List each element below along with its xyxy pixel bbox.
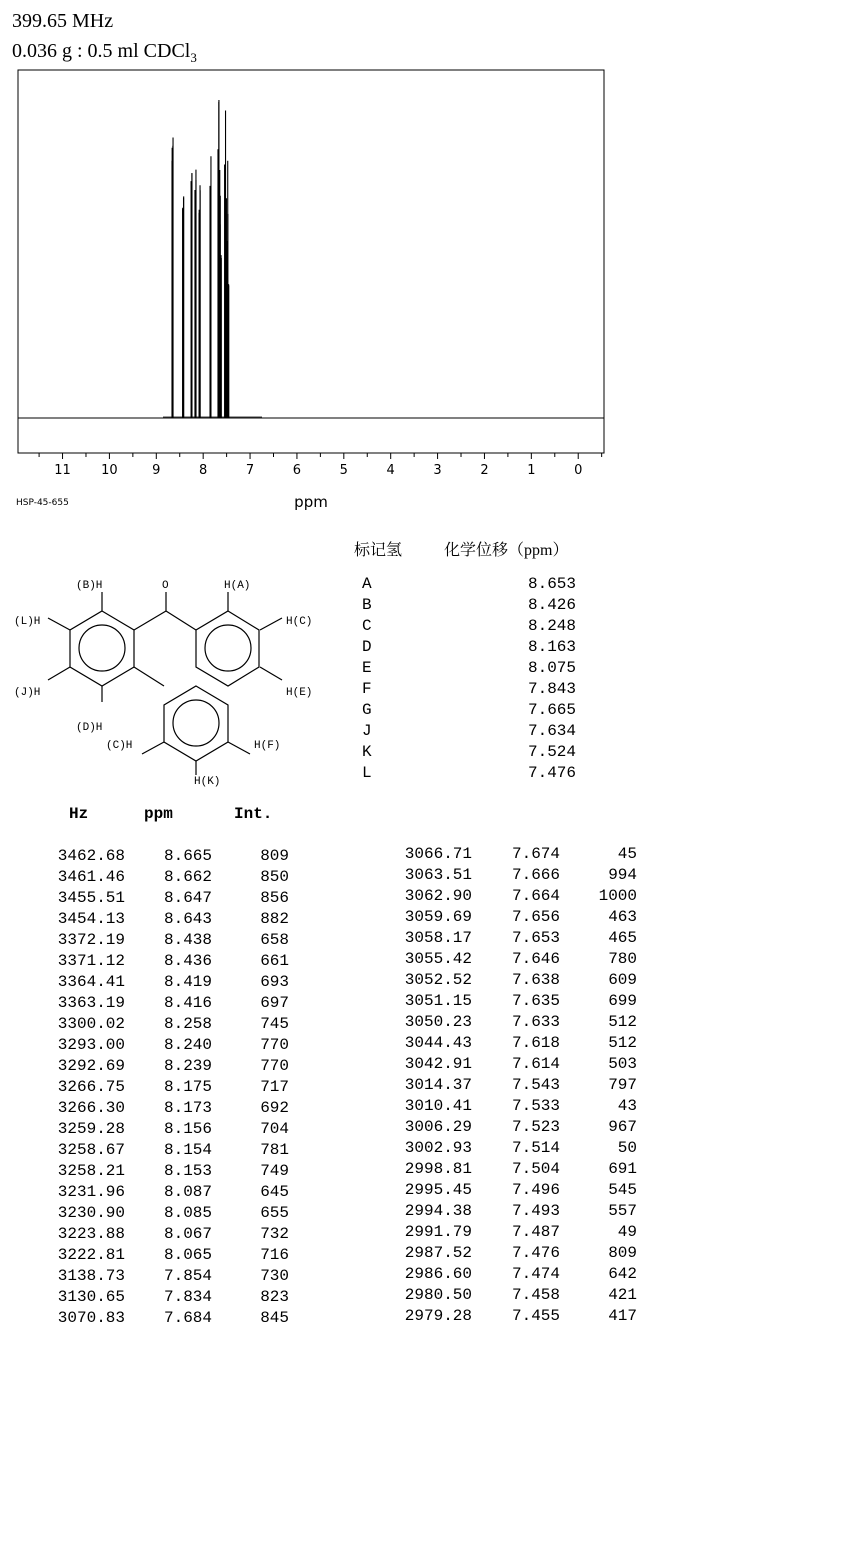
label-he: H(E) bbox=[286, 687, 313, 699]
peak-int: 823 bbox=[260, 1288, 289, 1306]
assignment-row bbox=[362, 764, 576, 785]
peak-hz: 3222.81 bbox=[57, 1246, 125, 1264]
peak-ppm: 7.635 bbox=[511, 992, 560, 1010]
peak-int: 512 bbox=[608, 1013, 637, 1031]
peak-row bbox=[0, 1181, 850, 1202]
peak-ppm: 8.643 bbox=[163, 910, 212, 928]
peak-row bbox=[0, 1265, 850, 1286]
peak-hz: 3042.91 bbox=[404, 1055, 472, 1073]
peak-int: 693 bbox=[260, 973, 289, 991]
peak-int: 463 bbox=[608, 908, 637, 926]
spectrometer-frequency: 399.65 MHz bbox=[12, 10, 114, 32]
assignment-label: K bbox=[362, 743, 372, 761]
assignment-label: C bbox=[362, 617, 372, 635]
peak-ppm: 8.419 bbox=[163, 973, 212, 991]
peak-row bbox=[0, 1034, 850, 1055]
peak-int: 655 bbox=[260, 1204, 289, 1222]
x-tick-label: 2 bbox=[480, 463, 489, 478]
peak-row bbox=[0, 1160, 850, 1181]
peak-hz: 2987.52 bbox=[404, 1244, 472, 1262]
peak-hz: 3014.37 bbox=[404, 1076, 472, 1094]
peak-int: 809 bbox=[260, 847, 289, 865]
header-ppm: ppm bbox=[144, 805, 173, 823]
peak-ppm: 7.666 bbox=[511, 866, 560, 884]
plot-frame bbox=[18, 70, 604, 453]
peak-row bbox=[0, 1223, 850, 1244]
peak-hz: 3258.67 bbox=[57, 1141, 125, 1159]
peak-hz: 2995.45 bbox=[404, 1181, 472, 1199]
peak-int: 809 bbox=[608, 1244, 637, 1262]
spectrum-code: HSP-45-655 bbox=[16, 498, 69, 508]
assignment-value: 8.163 bbox=[527, 638, 576, 656]
peak-row bbox=[0, 1286, 850, 1307]
peak-ppm: 7.493 bbox=[511, 1202, 560, 1220]
peak-ppm: 7.487 bbox=[511, 1223, 560, 1241]
peak-int: 691 bbox=[608, 1160, 637, 1178]
peak-hz: 3006.29 bbox=[404, 1118, 472, 1136]
peak-hz: 3462.68 bbox=[57, 847, 125, 865]
peak-hz: 3066.71 bbox=[404, 845, 472, 863]
peak-hz: 3058.17 bbox=[404, 929, 472, 947]
peak-hz: 3461.46 bbox=[57, 868, 125, 886]
peak-hz: 2979.28 bbox=[404, 1307, 472, 1325]
peak-row bbox=[0, 929, 850, 950]
peak-hz: 2998.81 bbox=[404, 1160, 472, 1178]
x-tick-label: 8 bbox=[199, 463, 208, 478]
peak-int: 882 bbox=[260, 910, 289, 928]
peak-ppm: 8.173 bbox=[163, 1099, 212, 1117]
peak-int: 732 bbox=[260, 1225, 289, 1243]
x-tick-label: 1 bbox=[527, 463, 536, 478]
peak-ppm: 8.416 bbox=[163, 994, 212, 1012]
nmr-spectrum-chart bbox=[0, 60, 620, 520]
label-dh: (D)H bbox=[76, 722, 103, 734]
x-tick-label: 10 bbox=[101, 463, 118, 478]
assignment-header-shift: 化学位移（ppm） bbox=[444, 542, 569, 559]
peak-hz: 3010.41 bbox=[404, 1097, 472, 1115]
assignment-value: 8.653 bbox=[527, 575, 576, 593]
label-ch: (C)H bbox=[106, 740, 133, 752]
peak-int: 557 bbox=[608, 1202, 637, 1220]
peak-ppm: 7.474 bbox=[511, 1265, 560, 1283]
peak-int: 658 bbox=[260, 931, 289, 949]
peak-int: 704 bbox=[260, 1120, 289, 1138]
assignment-row bbox=[362, 617, 576, 638]
peak-ppm: 8.065 bbox=[163, 1246, 212, 1264]
peak-row bbox=[0, 1244, 850, 1265]
x-tick-label: 5 bbox=[339, 463, 348, 478]
peak-row bbox=[0, 971, 850, 992]
peak-int: 850 bbox=[260, 868, 289, 886]
assignment-value: 7.634 bbox=[527, 722, 576, 740]
peak-ppm: 7.684 bbox=[163, 1309, 212, 1327]
peak-ppm: 8.085 bbox=[163, 1204, 212, 1222]
peak-ppm: 7.633 bbox=[511, 1013, 560, 1031]
peak-ppm: 8.647 bbox=[163, 889, 212, 907]
peak-int: 845 bbox=[260, 1309, 289, 1327]
label-hc: H(C) bbox=[286, 616, 313, 628]
assignment-label: D bbox=[362, 638, 372, 656]
peak-hz: 3231.96 bbox=[57, 1183, 125, 1201]
peak-int: 417 bbox=[608, 1307, 637, 1325]
peak-hz: 2994.38 bbox=[404, 1202, 472, 1220]
assignment-label: J bbox=[362, 722, 372, 740]
assignment-header-label: 标记氢 bbox=[354, 542, 403, 559]
sample-text: 0.036 g : 0.5 ml CDCl bbox=[12, 40, 191, 62]
peak-hz: 3230.90 bbox=[57, 1204, 125, 1222]
x-tick-label: 6 bbox=[292, 463, 302, 478]
peak-int: 716 bbox=[260, 1246, 289, 1264]
peak-hz: 3051.15 bbox=[404, 992, 472, 1010]
peak-ppm: 8.067 bbox=[163, 1225, 212, 1243]
peak-hz: 3055.42 bbox=[404, 950, 472, 968]
peak-hz: 3050.23 bbox=[404, 1013, 472, 1031]
peak-int: 745 bbox=[260, 1015, 289, 1033]
peak-ppm: 8.154 bbox=[163, 1141, 212, 1159]
assignment-label: G bbox=[362, 701, 372, 719]
peak-hz: 3044.43 bbox=[404, 1034, 472, 1052]
assignment-value: 8.075 bbox=[527, 659, 576, 677]
peak-ppm: 7.664 bbox=[511, 887, 560, 905]
assignment-label: B bbox=[362, 596, 372, 614]
peak-ppm: 7.496 bbox=[511, 1181, 560, 1199]
peak-hz: 3266.75 bbox=[57, 1078, 125, 1096]
peak-int: 730 bbox=[260, 1267, 289, 1285]
peak-ppm: 8.153 bbox=[163, 1162, 212, 1180]
peak-ppm: 7.674 bbox=[511, 845, 560, 863]
x-tick-label: 11 bbox=[54, 463, 71, 478]
spectrum-peaks bbox=[172, 100, 229, 418]
peak-ppm: 7.514 bbox=[511, 1139, 560, 1157]
assignment-value: 8.426 bbox=[527, 596, 576, 614]
label-bh: (B)H bbox=[76, 580, 103, 592]
assignment-value: 7.843 bbox=[527, 680, 576, 698]
peak-int: 717 bbox=[260, 1078, 289, 1096]
peak-ppm: 7.543 bbox=[511, 1076, 560, 1094]
peak-hz: 3293.00 bbox=[57, 1036, 125, 1054]
peak-int: 661 bbox=[260, 952, 289, 970]
peak-row bbox=[0, 1076, 850, 1097]
peak-hz: 2991.79 bbox=[404, 1223, 472, 1241]
peak-int: 512 bbox=[608, 1034, 637, 1052]
x-axis-label: ppm bbox=[294, 493, 328, 511]
peak-ppm: 7.458 bbox=[511, 1286, 560, 1304]
peak-ppm: 7.834 bbox=[163, 1288, 212, 1306]
assignment-value: 7.665 bbox=[527, 701, 576, 719]
assignment-row bbox=[362, 638, 576, 659]
label-lh: (L)H bbox=[14, 616, 41, 628]
peak-int: 545 bbox=[608, 1181, 637, 1199]
peak-ppm: 7.854 bbox=[163, 1267, 212, 1285]
assignment-row bbox=[362, 701, 576, 722]
peak-ppm: 7.476 bbox=[511, 1244, 560, 1262]
peak-int: 465 bbox=[608, 929, 637, 947]
peak-row bbox=[0, 1202, 850, 1223]
assignment-row bbox=[362, 659, 576, 680]
peak-ppm: 8.438 bbox=[163, 931, 212, 949]
peak-ppm: 8.087 bbox=[163, 1183, 212, 1201]
assignment-label: E bbox=[362, 659, 372, 677]
peak-ppm: 8.662 bbox=[163, 868, 212, 886]
header-hz: Hz bbox=[69, 805, 89, 823]
peak-hz: 3223.88 bbox=[57, 1225, 125, 1243]
peak-hz: 3371.12 bbox=[57, 952, 125, 970]
peak-int: 781 bbox=[260, 1141, 289, 1159]
peak-hz: 3454.13 bbox=[57, 910, 125, 928]
header-int: Int. bbox=[234, 805, 273, 823]
peak-ppm: 7.455 bbox=[511, 1307, 560, 1325]
peak-int: 770 bbox=[260, 1057, 289, 1075]
peak-int: 642 bbox=[608, 1265, 637, 1283]
peak-ppm: 8.239 bbox=[163, 1057, 212, 1075]
peak-row bbox=[0, 845, 850, 866]
peak-hz: 3292.69 bbox=[57, 1057, 125, 1075]
peak-int: 50 bbox=[617, 1139, 637, 1157]
peak-int: 749 bbox=[260, 1162, 289, 1180]
assignment-label: A bbox=[362, 575, 372, 593]
peak-ppm: 7.656 bbox=[511, 908, 560, 926]
peak-int: 699 bbox=[608, 992, 637, 1010]
peak-row bbox=[0, 1013, 850, 1034]
peak-int: 503 bbox=[608, 1055, 637, 1073]
peak-hz: 3052.52 bbox=[404, 971, 472, 989]
assignment-value: 7.524 bbox=[527, 743, 576, 761]
x-tick-label: 7 bbox=[245, 463, 255, 478]
peak-row bbox=[0, 1055, 850, 1076]
x-axis bbox=[39, 453, 602, 478]
peak-ppm: 7.504 bbox=[511, 1160, 560, 1178]
peak-row bbox=[0, 908, 850, 929]
peak-int: 45 bbox=[617, 845, 637, 863]
peak-hz: 3455.51 bbox=[57, 889, 125, 907]
peak-int: 967 bbox=[608, 1118, 637, 1136]
peak-row bbox=[0, 950, 850, 971]
peak-ppm: 7.653 bbox=[511, 929, 560, 947]
peak-row bbox=[0, 887, 850, 908]
peak-ppm: 7.533 bbox=[511, 1097, 560, 1115]
peak-hz: 3300.02 bbox=[57, 1015, 125, 1033]
label-hf: H(F) bbox=[254, 740, 281, 752]
peak-hz: 2980.50 bbox=[404, 1286, 472, 1304]
peak-int: 770 bbox=[260, 1036, 289, 1054]
assignment-label: L bbox=[362, 764, 372, 782]
assignment-row bbox=[362, 680, 576, 701]
peak-hz: 3062.90 bbox=[404, 887, 472, 905]
peak-hz: 3363.19 bbox=[57, 994, 125, 1012]
peak-hz: 3259.28 bbox=[57, 1120, 125, 1138]
peak-hz: 3266.30 bbox=[57, 1099, 125, 1117]
peak-int: 1000 bbox=[598, 887, 637, 905]
x-tick-label: 0 bbox=[574, 463, 583, 478]
peak-row bbox=[0, 992, 850, 1013]
label-jh: (J)H bbox=[14, 687, 41, 699]
peak-hz: 3372.19 bbox=[57, 931, 125, 949]
peak-int: 43 bbox=[617, 1097, 637, 1115]
x-tick-label: 3 bbox=[433, 463, 442, 478]
peak-hz: 3063.51 bbox=[404, 866, 472, 884]
peak-row bbox=[0, 1139, 850, 1160]
peak-ppm: 8.240 bbox=[163, 1036, 212, 1054]
peak-int: 697 bbox=[260, 994, 289, 1012]
peak-int: 994 bbox=[608, 866, 637, 884]
peak-ppm: 7.638 bbox=[511, 971, 560, 989]
peak-int: 609 bbox=[608, 971, 637, 989]
peak-row bbox=[0, 1307, 850, 1328]
peak-ppm: 8.436 bbox=[163, 952, 212, 970]
label-hk: H(K) bbox=[194, 776, 221, 788]
peak-ppm: 7.614 bbox=[511, 1055, 560, 1073]
sample-subscript: 3 bbox=[190, 50, 197, 65]
assignment-row bbox=[362, 722, 576, 743]
molecule-bonds bbox=[48, 592, 282, 775]
peak-row bbox=[0, 1097, 850, 1118]
peak-hz: 3059.69 bbox=[404, 908, 472, 926]
label-o: O bbox=[162, 580, 169, 592]
peak-ppm: 8.156 bbox=[163, 1120, 212, 1138]
x-tick-label: 9 bbox=[152, 463, 161, 478]
peak-int: 797 bbox=[608, 1076, 637, 1094]
peak-ppm: 8.175 bbox=[163, 1078, 212, 1096]
peak-int: 421 bbox=[608, 1286, 637, 1304]
assignment-row bbox=[362, 575, 576, 596]
x-tick-label: 4 bbox=[386, 463, 395, 478]
peak-hz: 3130.65 bbox=[57, 1288, 125, 1306]
peak-row bbox=[0, 1118, 850, 1139]
assignment-row bbox=[362, 596, 576, 617]
peak-ppm: 8.258 bbox=[163, 1015, 212, 1033]
peak-ppm: 7.523 bbox=[511, 1118, 560, 1136]
peak-hz: 3002.93 bbox=[404, 1139, 472, 1157]
peak-hz: 2986.60 bbox=[404, 1265, 472, 1283]
assignment-value: 8.248 bbox=[527, 617, 576, 635]
assignment-row bbox=[362, 743, 576, 764]
peak-int: 692 bbox=[260, 1099, 289, 1117]
peak-hz: 3070.83 bbox=[57, 1309, 125, 1327]
molecule-structure bbox=[0, 570, 340, 795]
peak-ppm: 7.618 bbox=[511, 1034, 560, 1052]
assignment-label: F bbox=[362, 680, 372, 698]
peak-hz: 3364.41 bbox=[57, 973, 125, 991]
peak-hz: 3138.73 bbox=[57, 1267, 125, 1285]
peak-int: 780 bbox=[608, 950, 637, 968]
peak-hz: 3258.21 bbox=[57, 1162, 125, 1180]
peak-int: 645 bbox=[260, 1183, 289, 1201]
peak-row bbox=[0, 866, 850, 887]
assignment-value: 7.476 bbox=[527, 764, 576, 782]
label-ha: H(A) bbox=[224, 580, 251, 592]
peak-int: 856 bbox=[260, 889, 289, 907]
peak-ppm: 8.665 bbox=[163, 847, 212, 865]
peak-int: 49 bbox=[617, 1223, 637, 1241]
peak-ppm: 7.646 bbox=[511, 950, 560, 968]
